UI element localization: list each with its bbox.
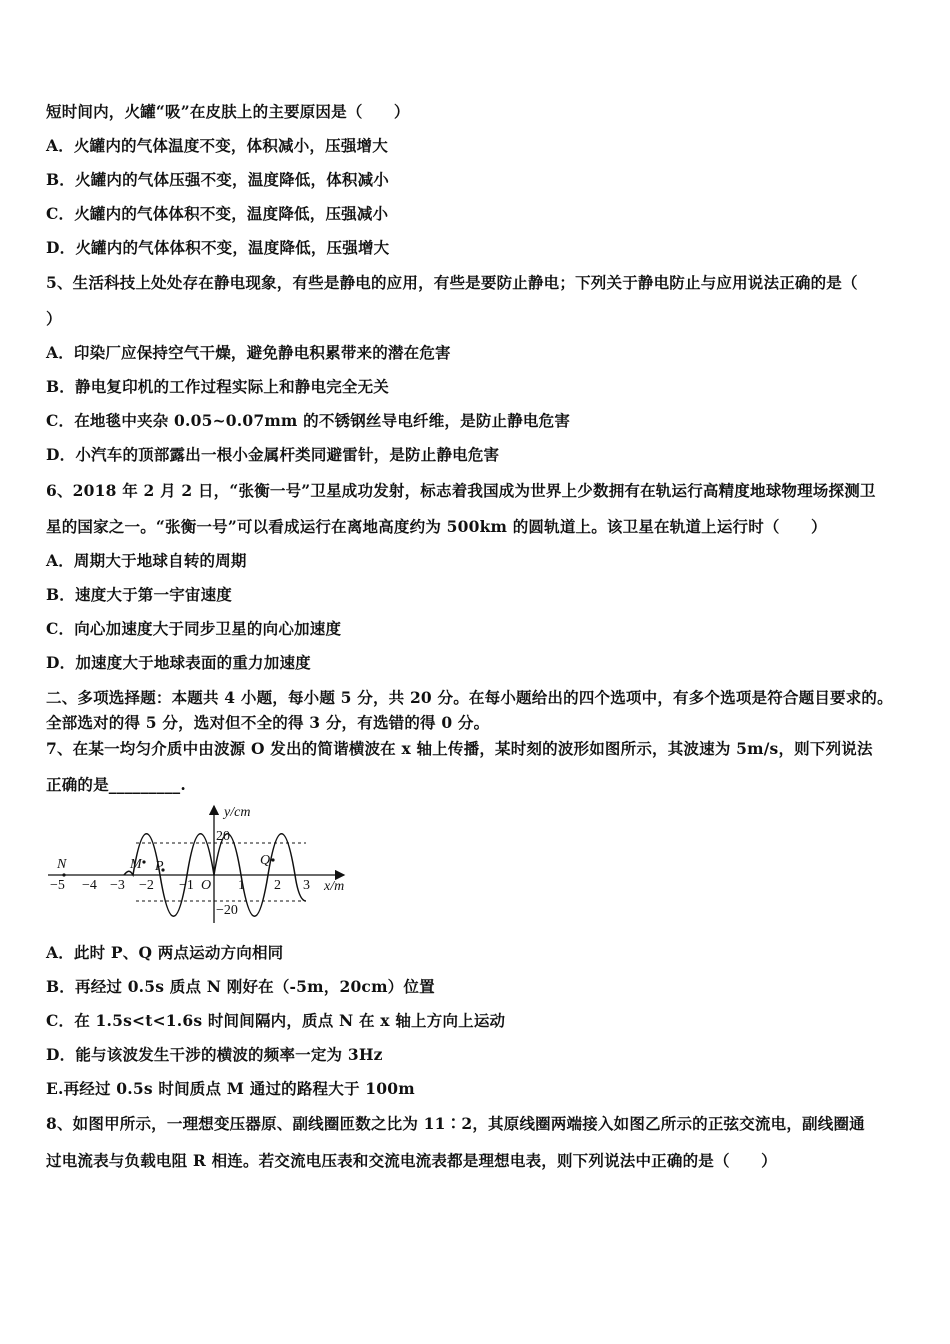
q6-option-b: B．速度大于第一宇宙速度 bbox=[46, 585, 233, 604]
amplitude-label-bottom: −20 bbox=[216, 903, 238, 918]
y-axis-label: y/cm bbox=[224, 805, 251, 820]
point-m-label: M bbox=[130, 857, 142, 872]
point-m-marker bbox=[142, 860, 145, 863]
q5-option-a: A．印染厂应保持空气干燥，避免静电积累带来的潜在危害 bbox=[46, 343, 451, 362]
q6-stem-line-1: 6、2018 年 2 月 2 日，“张衡一号”卫星成功发射，标志着我国成为世界上少数拥有在轨运行高精度地球物理场探测卫 bbox=[46, 481, 876, 500]
x-tick-label: 1 bbox=[238, 878, 245, 893]
q7-option-d: D．能与该波发生干涉的横波的频率一定为 3Hz bbox=[46, 1045, 383, 1064]
q6-option-d: D．加速度大于地球表面的重力加速度 bbox=[46, 653, 311, 672]
q4-option-a: A．火罐内的气体温度不变，体积减小，压强增大 bbox=[46, 136, 388, 155]
x-tick-label: 2 bbox=[274, 878, 281, 893]
q7-stem-line-1: 7、在某一均匀介质中由波源 O 发出的简谐横波在 x 轴上传播，某时刻的波形如图所示，其波速为 5m/s，则下列说法 bbox=[46, 739, 873, 758]
q5-stem-line-1: 5、生活科技上处处存在静电现象，有些是静电的应用，有些是要防止静电；下列关于静电防止与应用说法正确的是（ bbox=[46, 273, 858, 292]
q6-option-c: C．向心加速度大于同步卫星的向心加速度 bbox=[46, 619, 342, 638]
point-p-label: P bbox=[155, 859, 164, 874]
x-tick-label: −4 bbox=[82, 878, 97, 893]
section2-heading-line-2: 全部选对的得 5 分，选对但不全的得 3 分，有选错的得 0 分。 bbox=[46, 713, 490, 732]
x-tick-label: −5 bbox=[50, 878, 65, 893]
q7-option-a: A．此时 P、Q 两点运动方向相同 bbox=[46, 943, 284, 962]
q4-stem-tail: 短时间内，火罐“吸”在皮肤上的主要原因是（ ） bbox=[46, 102, 410, 121]
x-tick-label: −1 bbox=[179, 878, 194, 893]
q6-stem-line-2: 星的国家之一。“张衡一号”可以看成运行在离地高度约为 500km 的圆轨道上。该卫星在轨道上运行时（ ） bbox=[46, 517, 827, 536]
q7-option-c: C．在 1.5s<t<1.6s 时间间隔内，质点 N 在 x 轴上方向上运动 bbox=[46, 1011, 506, 1030]
q5-stem-line-2: ） bbox=[46, 309, 62, 328]
point-n-label: N bbox=[57, 857, 67, 872]
q4-option-b: B．火罐内的气体压强不变，温度降低，体积减小 bbox=[46, 170, 390, 189]
x-tick-label: O bbox=[201, 878, 212, 893]
amplitude-label-top: 20 bbox=[216, 829, 230, 844]
q5-option-d: D．小汽车的顶部露出一根小金属杆类同避雷针，是防止静电危害 bbox=[46, 445, 500, 464]
point-q-label: Q bbox=[260, 853, 271, 868]
x-tick-label: −2 bbox=[139, 878, 154, 893]
q7-option-e: E.再经过 0.5s 时间质点 M 通过的路程大于 100m bbox=[46, 1079, 415, 1098]
q8-stem-line-2: 过电流表与负载电阻 R 相连。若交流电压表和交流电流表都是理想电表，则下列说法中正确的是（ ） bbox=[46, 1151, 777, 1170]
q7-stem-line-2: 正确的是_________. bbox=[46, 775, 186, 794]
x-axis-label: x/m bbox=[324, 879, 345, 894]
q7-option-b: B．再经过 0.5s 质点 N 刚好在（-5m，20cm）位置 bbox=[46, 977, 435, 996]
q5-option-b: B．静电复印机的工作过程实际上和静电完全无关 bbox=[46, 377, 390, 396]
q4-option-d: D．火罐内的气体体积不变，温度降低，压强增大 bbox=[46, 238, 390, 257]
q4-option-c: C．火罐内的气体体积不变，温度降低，压强减小 bbox=[46, 204, 389, 223]
section2-heading-line-1: 二、多项选择题：本题共 4 小题，每小题 5 分，共 20 分。在每小题给出的四个选项中，有多个选项是符合题目要求的。 bbox=[46, 688, 893, 707]
wave-diagram bbox=[46, 800, 366, 930]
point-n-marker bbox=[62, 873, 65, 876]
x-tick-label: −3 bbox=[110, 878, 125, 893]
q5-option-c: C．在地毯中夹杂 0.05~0.07mm 的不锈钢丝导电纤维，是防止静电危害 bbox=[46, 411, 571, 430]
q6-option-a: A．周期大于地球自转的周期 bbox=[46, 551, 247, 570]
q8-stem-line-1: 8、如图甲所示，一理想变压器原、副线圈匝数之比为 11∶2，其原线圈两端接入如图乙所示的正弦交流电，副线圈通 bbox=[46, 1114, 865, 1133]
x-tick-label: 3 bbox=[303, 878, 310, 893]
point-q-marker bbox=[271, 858, 274, 861]
wave-figure bbox=[46, 800, 366, 930]
